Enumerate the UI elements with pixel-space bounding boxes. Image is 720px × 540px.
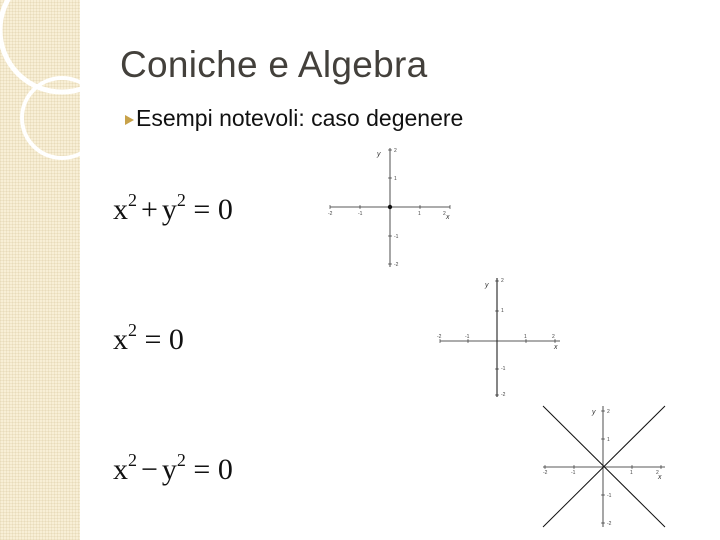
bullet-item xyxy=(125,105,463,132)
graph-point xyxy=(325,145,455,275)
tick-label: 1 xyxy=(630,470,633,476)
tick-label: 2 xyxy=(443,211,446,217)
tick-label: -1 xyxy=(394,234,399,240)
math-token: 2 xyxy=(128,320,137,340)
math-token: 2 xyxy=(128,190,137,210)
tick-label: 1 xyxy=(524,334,527,340)
math-token: y xyxy=(161,193,177,226)
math-token: 2 xyxy=(128,450,137,470)
x-axis-label: x xyxy=(554,344,558,351)
math-token: = 0 xyxy=(193,193,233,226)
graph-axis-line-svg xyxy=(435,275,565,400)
math-token: y xyxy=(161,453,177,486)
equation-two-lines xyxy=(113,450,233,487)
bullet-text: Esempi notevoli: caso degenere xyxy=(136,105,464,131)
tick-label: -1 xyxy=(358,211,363,217)
tick-label: 1 xyxy=(418,211,421,217)
math-token: x xyxy=(113,323,128,356)
y-axis-label: y xyxy=(485,282,489,289)
y-axis-label: y xyxy=(377,151,381,158)
tick-label: 2 xyxy=(394,148,397,154)
math-token: = 0 xyxy=(144,323,184,356)
slide-title: Coniche e Algebra xyxy=(120,44,428,85)
x-axis-label: x xyxy=(446,214,450,221)
math-token: 2 xyxy=(176,450,186,470)
origin-point xyxy=(388,205,392,209)
math-token: 2 xyxy=(176,190,186,210)
tick-label: -1 xyxy=(465,334,470,340)
tick-label: 1 xyxy=(394,176,397,182)
tick-label: 2 xyxy=(607,409,610,415)
tick-label: -2 xyxy=(394,262,399,268)
tick-label: 2 xyxy=(656,470,659,476)
tick-label: 2 xyxy=(552,334,555,340)
equation-line xyxy=(113,320,184,357)
tick-label: -2 xyxy=(328,211,333,217)
tick-label: -2 xyxy=(607,521,612,527)
tick-label: -2 xyxy=(501,392,506,398)
x-axis-label: x xyxy=(658,474,662,481)
tick-label: -2 xyxy=(543,470,548,476)
math-token: x xyxy=(113,453,128,486)
tick-label: 1 xyxy=(607,437,610,443)
graph-axis-line xyxy=(435,275,565,405)
equation-point xyxy=(113,190,233,227)
math-token: − xyxy=(141,453,158,486)
math-token: + xyxy=(141,193,158,226)
graph-two-lines xyxy=(540,403,668,533)
graph-two-lines-svg xyxy=(540,403,668,528)
tick-label: -1 xyxy=(501,366,506,372)
bullet-arrow-icon xyxy=(125,115,134,125)
tick-label: 2 xyxy=(501,278,504,284)
tick-label: -2 xyxy=(437,334,442,340)
y-axis-label: y xyxy=(592,409,596,416)
tick-label: 1 xyxy=(501,308,504,314)
graph-point-svg xyxy=(325,145,455,270)
tick-label: -1 xyxy=(571,470,576,476)
math-token: x xyxy=(113,193,128,226)
math-token: = 0 xyxy=(193,453,233,486)
tick-label: -1 xyxy=(607,493,612,499)
